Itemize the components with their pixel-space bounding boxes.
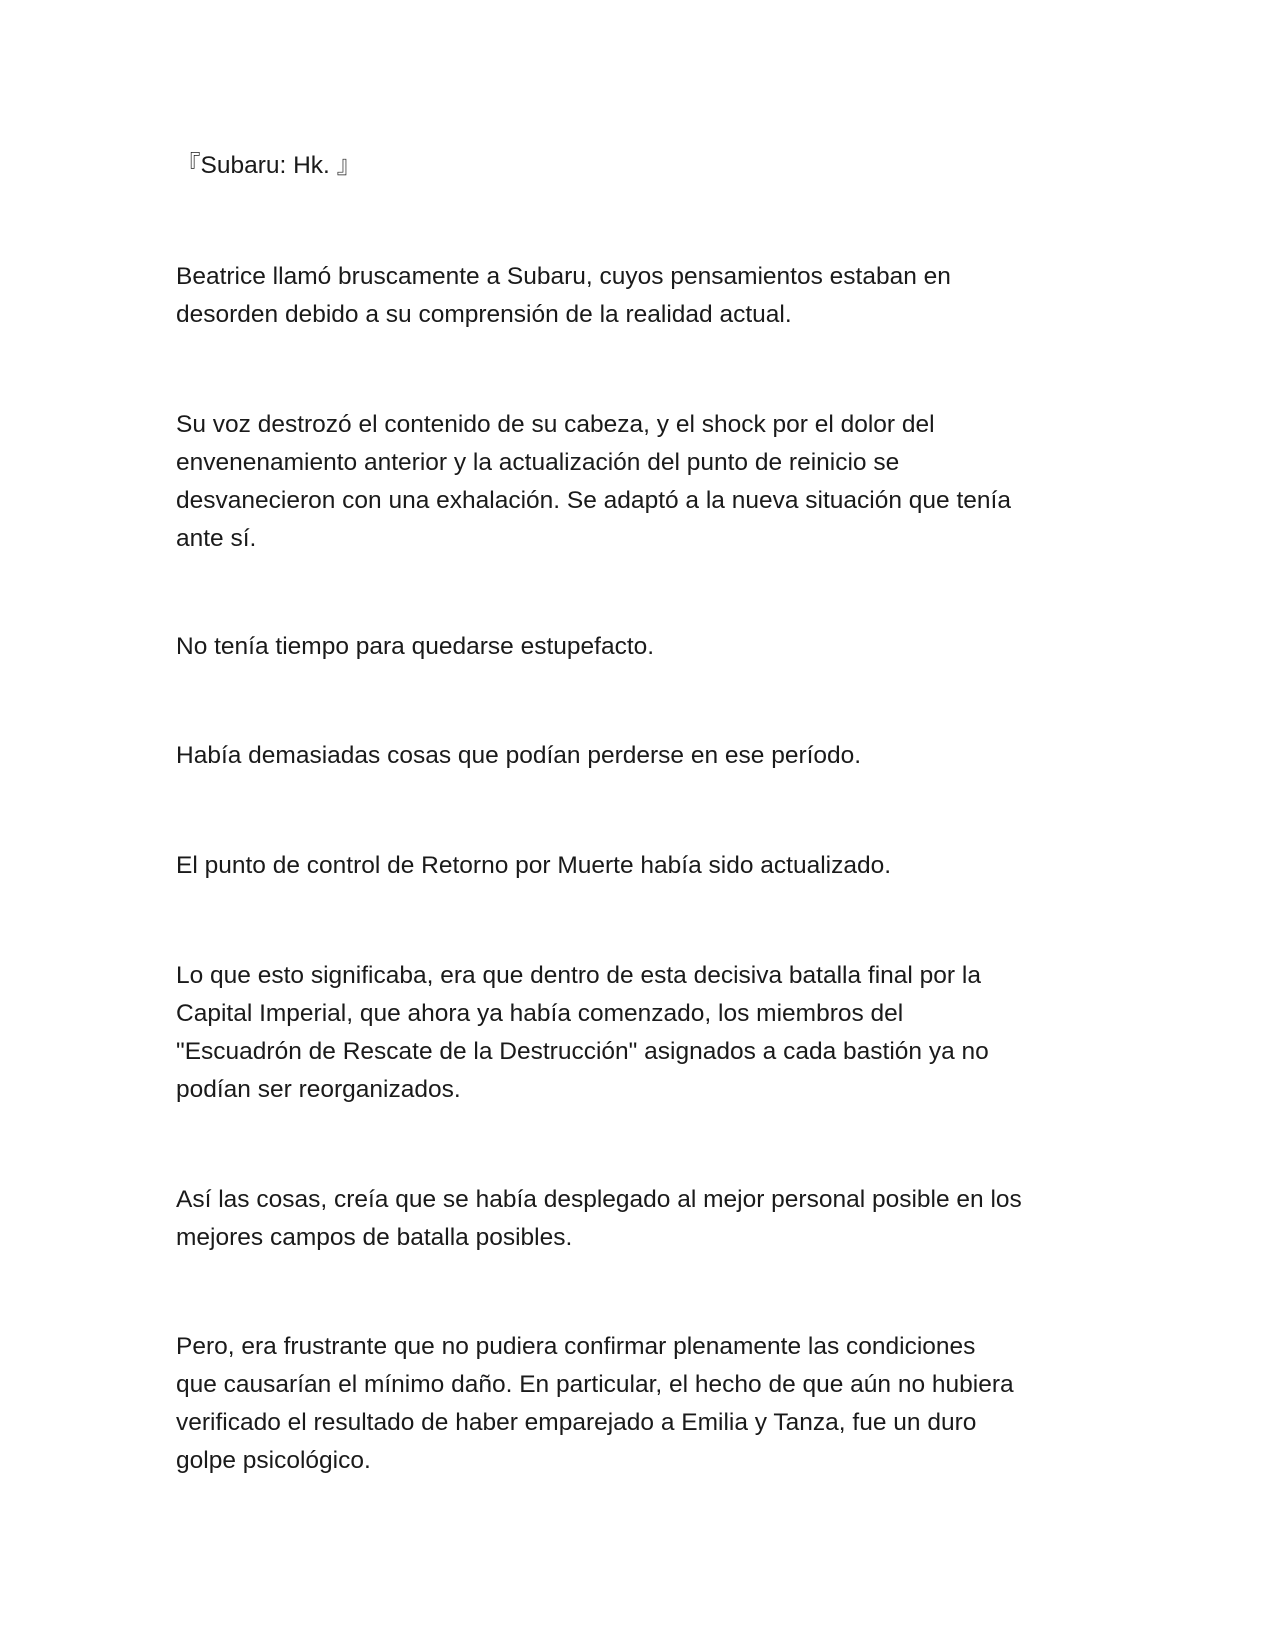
paragraph	[176, 406, 1096, 558]
text-line: que causarían el mínimo daño. En particular, el hecho de que aún no hubiera	[176, 1371, 1014, 1398]
paragraph	[176, 737, 1096, 775]
text-line: ante sí.	[176, 525, 257, 552]
text-line: 『Subaru: Hk. 』	[176, 152, 362, 179]
text-line: Había demasiadas cosas que podían perderse en ese período.	[176, 742, 862, 769]
paragraph	[176, 847, 1096, 885]
text-line: verificado el resultado de haber emparejado a Emilia y Tanza, fue un duro	[176, 1409, 977, 1436]
text-line: Pero, era frustrante que no pudiera confirmar plenamente las condiciones	[176, 1333, 976, 1360]
text-line: golpe psicológico.	[176, 1447, 371, 1474]
text-line: Lo que esto significaba, era que dentro de esta decisiva batalla final por la	[176, 962, 981, 989]
text-line: "Escuadrón de Rescate de la Destrucción" asignados a cada bastión ya no	[176, 1038, 989, 1065]
paragraph	[176, 258, 1096, 334]
paragraph	[176, 628, 1096, 666]
text-line: No tenía tiempo para quedarse estupefacto.	[176, 633, 655, 660]
paragraph	[176, 1328, 1096, 1480]
text-line: Capital Imperial, que ahora ya había comenzado, los miembros del	[176, 1000, 904, 1027]
text-line: desorden debido a su comprensión de la realidad actual.	[176, 301, 792, 328]
text-line: envenenamiento anterior y la actualización del punto de reinicio se	[176, 449, 900, 476]
text-line: Así las cosas, creía que se había desplegado al mejor personal posible en los	[176, 1186, 1022, 1213]
text-line: Beatrice llamó bruscamente a Subaru, cuyos pensamientos estaban en	[176, 263, 951, 290]
paragraph	[176, 957, 1096, 1109]
text-line: podían ser reorganizados.	[176, 1076, 461, 1103]
text-line: mejores campos de batalla posibles.	[176, 1224, 573, 1251]
text-line: Su voz destrozó el contenido de su cabeza, y el shock por el dolor del	[176, 411, 935, 438]
text-line: El punto de control de Retorno por Muerte había sido actualizado.	[176, 852, 892, 879]
dialogue-line	[176, 147, 1096, 185]
text-line: desvanecieron con una exhalación. Se adaptó a la nueva situación que tenía	[176, 487, 1011, 514]
paragraph	[176, 1181, 1096, 1257]
